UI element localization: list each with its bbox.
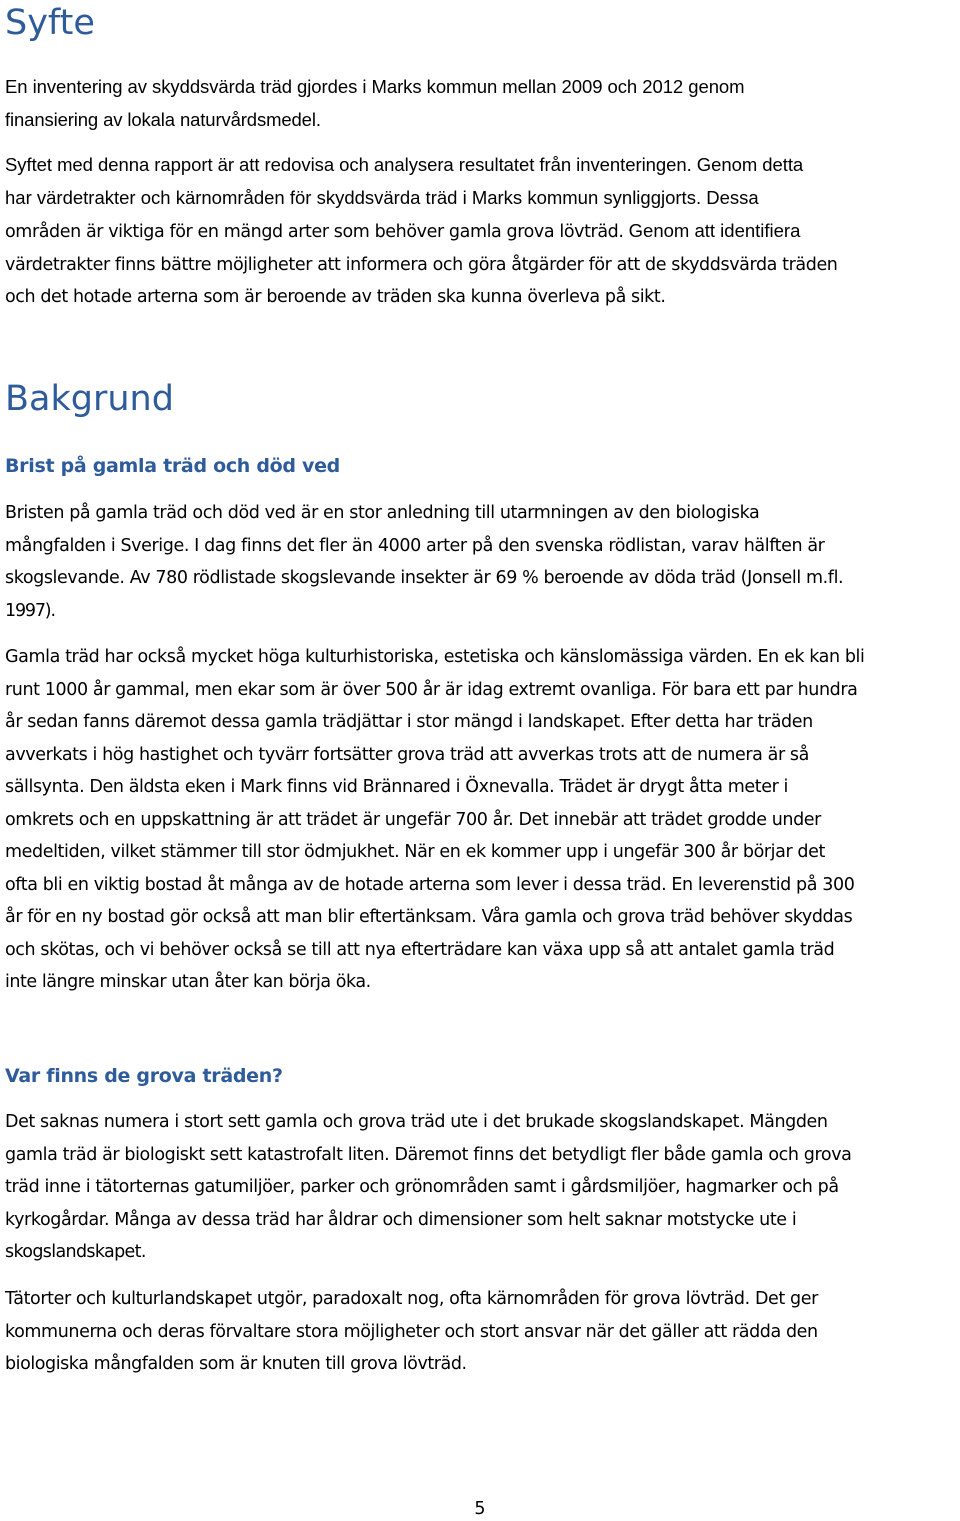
text-line: Bristen på gamla träd och död ved är en stor anledning till utarmningen av den biologiska bbox=[5, 503, 760, 523]
var-finns-paragraph-2 bbox=[5, 1283, 960, 1381]
text-line: Gamla träd har också mycket höga kulturhistoriska, estetiska och känslomässiga värden. En ek kan bli bbox=[5, 647, 865, 667]
syfte-paragraph-2 bbox=[5, 149, 960, 314]
text-line: år sedan fanns däremot dessa gamla trädjättar i stor mängd i landskapet. Efter detta har träden bbox=[5, 712, 813, 732]
text-line: Syftet med denna rapport är att redovisa och analysera resultatet från inventeringen. Genom detta bbox=[5, 154, 804, 175]
text-line: avverkats i hög hastighet och tyvärr fortsätter grova träd att avverkas trots att de numera är så bbox=[5, 744, 809, 765]
text-segment: Genom att identifiera bbox=[623, 220, 801, 241]
text-line: 1997). bbox=[5, 600, 55, 621]
text-line: finansiering av lokala naturvårdsmedel. bbox=[5, 108, 321, 130]
syfte-paragraph-1 bbox=[5, 71, 960, 136]
subheading-brist: Brist på gamla träd och död ved bbox=[5, 455, 340, 477]
heading-bakgrund: Bakgrund bbox=[5, 379, 174, 419]
text-line: En inventering av skyddsvärda träd gjordes i Marks kommun mellan 2009 och 2012 genom bbox=[5, 76, 745, 97]
var-finns-paragraph-1 bbox=[5, 1106, 960, 1269]
text-line: och det hotade arterna som är beroende av träden ska kunna överleva på sikt. bbox=[5, 287, 666, 307]
text-line: mångfalden i Sverige. I dag finns det fler än 4000 arter på den svenska rödlistan, varav hälften är bbox=[5, 535, 825, 556]
subheading-var-finns: Var finns de grova träden? bbox=[5, 1065, 283, 1087]
text-line: år för en ny bostad gör också att man blir eftertänksam. Våra gamla och grova träd behöver skyddas bbox=[5, 907, 853, 927]
heading-syfte: Syfte bbox=[5, 3, 95, 43]
text-segment: Dessa bbox=[701, 186, 759, 208]
text-line: och skötas, och vi behöver också se till att nya efterträdare kan växa upp så att antalet gamla träd bbox=[5, 939, 835, 960]
text-line: kyrkogårdar. Många av dessa träd har åldrar och dimensioner som helt saknar motstycke ute i bbox=[5, 1209, 797, 1230]
brist-paragraph-1 bbox=[5, 497, 960, 627]
text-segment: områden är viktiga för en mängd arter som behöver gamla grova lövträd. bbox=[5, 222, 624, 242]
text-line: träd inne i tätorternas gatumiljöer, parker och grönområden samt i gårdsmiljöer, hagmarker och på bbox=[5, 1177, 839, 1197]
text-line: ofta bli en viktig bostad åt många av de hotade arterna som lever i dessa träd. En leverenstid på 300 bbox=[5, 874, 855, 895]
text-line: biologiska mångfalden som är knuten till grova lövträd. bbox=[5, 1354, 467, 1374]
text-line: inte längre minskar utan åter kan börja öka. bbox=[5, 972, 371, 992]
text-line bbox=[5, 182, 960, 216]
text-line: Tätorter och kulturlandskapet utgör, paradoxalt nog, ofta kärnområden för grova lövträd. Det ger bbox=[5, 1289, 818, 1309]
text-line: skogslandskapet. bbox=[5, 1242, 146, 1262]
brist-paragraph-2 bbox=[5, 641, 960, 999]
text-line: värdetrakter finns bättre möjligheter att informera och göra åtgärder för att de skyddsvärda träden bbox=[5, 254, 838, 275]
text-line: sällsynta. Den äldsta eken i Mark finns vid Brännared i Öxnevalla. Trädet är drygt åtta meter i bbox=[5, 777, 789, 797]
text-line: runt 1000 år gammal, men ekar som är över 500 år är idag extremt ovanliga. För bara ett par hundra bbox=[5, 679, 858, 700]
text-line bbox=[5, 215, 960, 249]
text-line: omkrets och en uppskattning är att trädet är ungefär 700 år. Det innebär att trädet grodde under bbox=[5, 809, 821, 830]
text-line: Det saknas numera i stort sett gamla och grova träd ute i det brukade skogslandskapet. Mängden bbox=[5, 1112, 828, 1132]
text-segment: har värdetrakter och kärnområden för skyddsvärda träd i Marks kommun synliggjorts. bbox=[5, 186, 702, 208]
text-line: gamla träd är biologiskt sett katastrofalt liten. Däremot finns det betydligt fler både gamla och grova bbox=[5, 1144, 852, 1165]
text-line: medeltiden, vilket stämmer till stor ödmjukhet. När en ek kommer upp i ungefär 300 år börjar det bbox=[5, 842, 825, 862]
text-line: skogslevande. Av 780 rödlistade skogslevande insekter är 69 % beroende av döda träd (Jonsell m.fl. bbox=[5, 568, 844, 588]
text-line: kommunerna och deras förvaltare stora möjligheter och stort ansvar när det gäller att rädda den bbox=[5, 1321, 818, 1342]
page-number: 5 bbox=[474, 1499, 486, 1519]
